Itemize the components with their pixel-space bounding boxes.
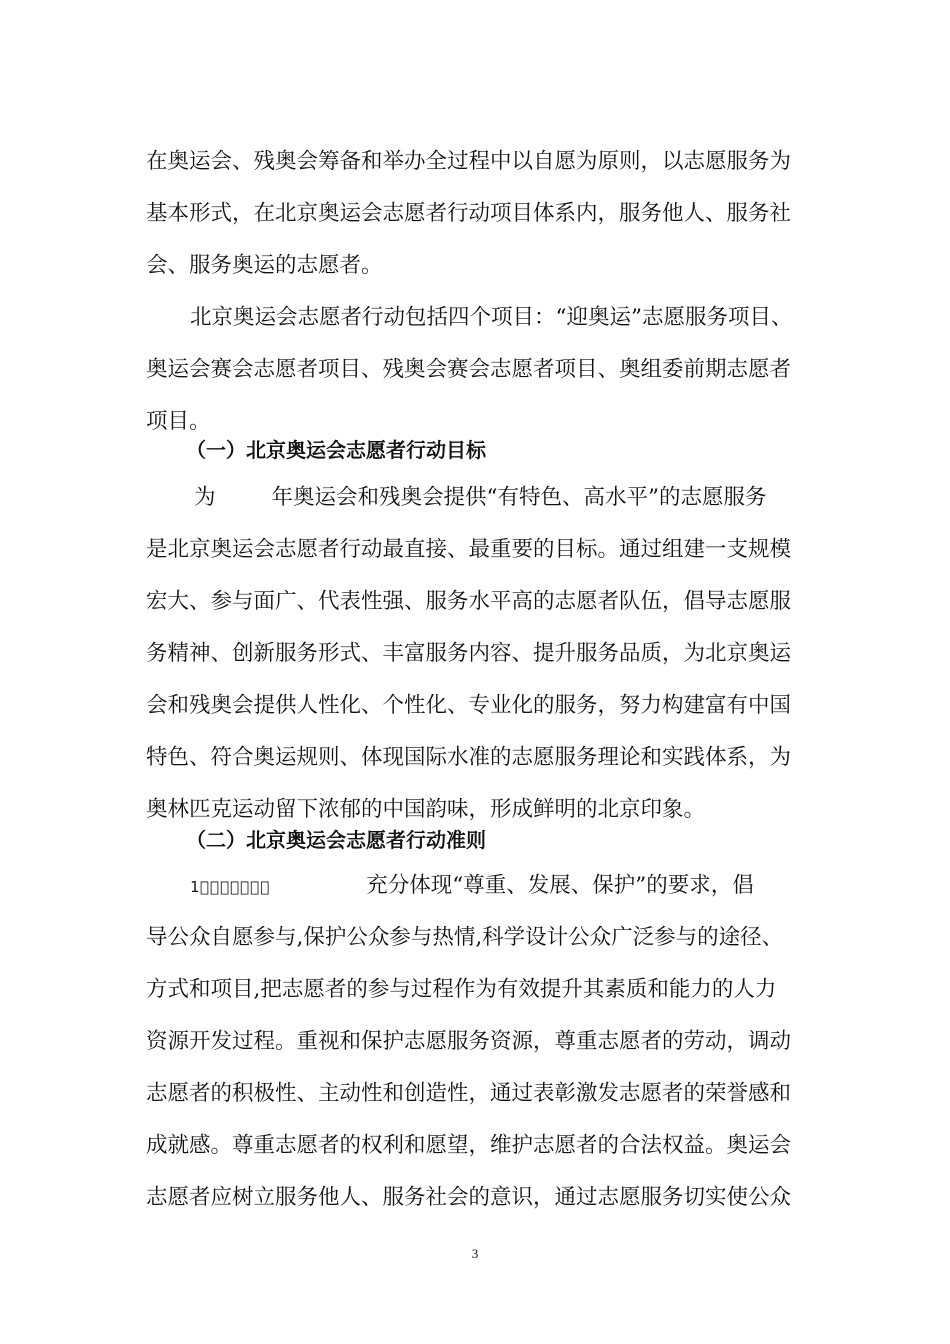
paragraph-4-line-1 xyxy=(190,866,754,906)
paragraph-3-line-2: 是北京奥运会志愿者行动最直接、最重要的目标。通过组建一支规模 xyxy=(146,537,792,562)
paragraph-4-line-7: 志愿者应树立服务他人、服务社会的意识，通过志愿服务切实使公众 xyxy=(146,1185,792,1210)
paragraph-3-line-4: 务精神、创新服务形式、丰富服务内容、提升服务品质，为北京奥运 xyxy=(146,641,792,666)
section-heading-1: （一）北京奥运会志愿者行动目标 xyxy=(186,438,486,462)
paragraph-1-line-3: 会、服务奥运的志愿者。 xyxy=(146,253,383,278)
paragraph-3-line-5: 会和残奥会提供人性化、个性化、专业化的服务，努力构建富有中国 xyxy=(146,693,792,718)
paragraph-4-line-5: 志愿者的积极性、主动性和创造性，通过表彰激发志愿者的荣誉感和 xyxy=(146,1081,792,1106)
paragraph-2-line-2: 奥运会赛会志愿者项目、残奥会赛会志愿者项目、奥组委前期志愿者 xyxy=(146,357,792,382)
section-heading-2: （二）北京奥运会志愿者行动准则 xyxy=(186,828,486,852)
paragraph-4-line-6: 成就感。尊重志愿者的权利和愿望，维护志愿者的合法权益。奥运会 xyxy=(146,1133,792,1158)
paragraph-2-line-3: 项目。 xyxy=(146,409,211,434)
paragraph-3-line-6: 特色、符合奥运规则、体现国际水准的志愿服务理论和实践体系，为 xyxy=(146,745,792,770)
paragraph-3-line-1-end: 年奥运会和残奥会提供“有特色、高水平”的志愿服务 xyxy=(271,485,767,510)
paragraph-2-line-1: 北京奥运会志愿者行动包括四个项目：“迎奥运”志愿服务项目、 xyxy=(190,305,793,330)
paragraph-3-line-7: 奥林匹克运动留下浓郁的中国韵味，形成鲜明的北京印象。 xyxy=(146,797,706,822)
paragraph-3-line-1 xyxy=(194,478,767,518)
paragraph-4-line-1-end: 充分体现“尊重、发展、保护”的要求，倡 xyxy=(366,873,754,898)
paragraph-3-line-1-start: 为 xyxy=(194,485,216,510)
paragraph-4-line-4: 资源开发过程。重视和保护志愿服务资源，尊重志愿者的劳动，调动 xyxy=(146,1029,792,1054)
paragraph-4-line-3: 方式和项目,把志愿者的参与过程作为有效提升其素质和能力的人力 xyxy=(146,977,777,1002)
paragraph-1-line-1: 在奥运会、残奥会筹备和举办全过程中以自愿为原则，以志愿服务为 xyxy=(146,149,792,174)
paragraph-4-line-2: 导公众自愿参与,保护公众参与热情,科学设计公众广泛参与的途径、 xyxy=(146,925,784,950)
paragraph-3-line-3: 宏大、参与面广、代表性强、服务水平高的志愿者队伍，倡导志愿服 xyxy=(146,589,792,614)
paragraph-4-line-1-start: 1        xyxy=(190,878,271,896)
paragraph-1-line-2: 基本形式，在北京奥运会志愿者行动项目体系内，服务他人、服务社 xyxy=(146,201,792,226)
page-number: 3 xyxy=(471,1246,479,1261)
